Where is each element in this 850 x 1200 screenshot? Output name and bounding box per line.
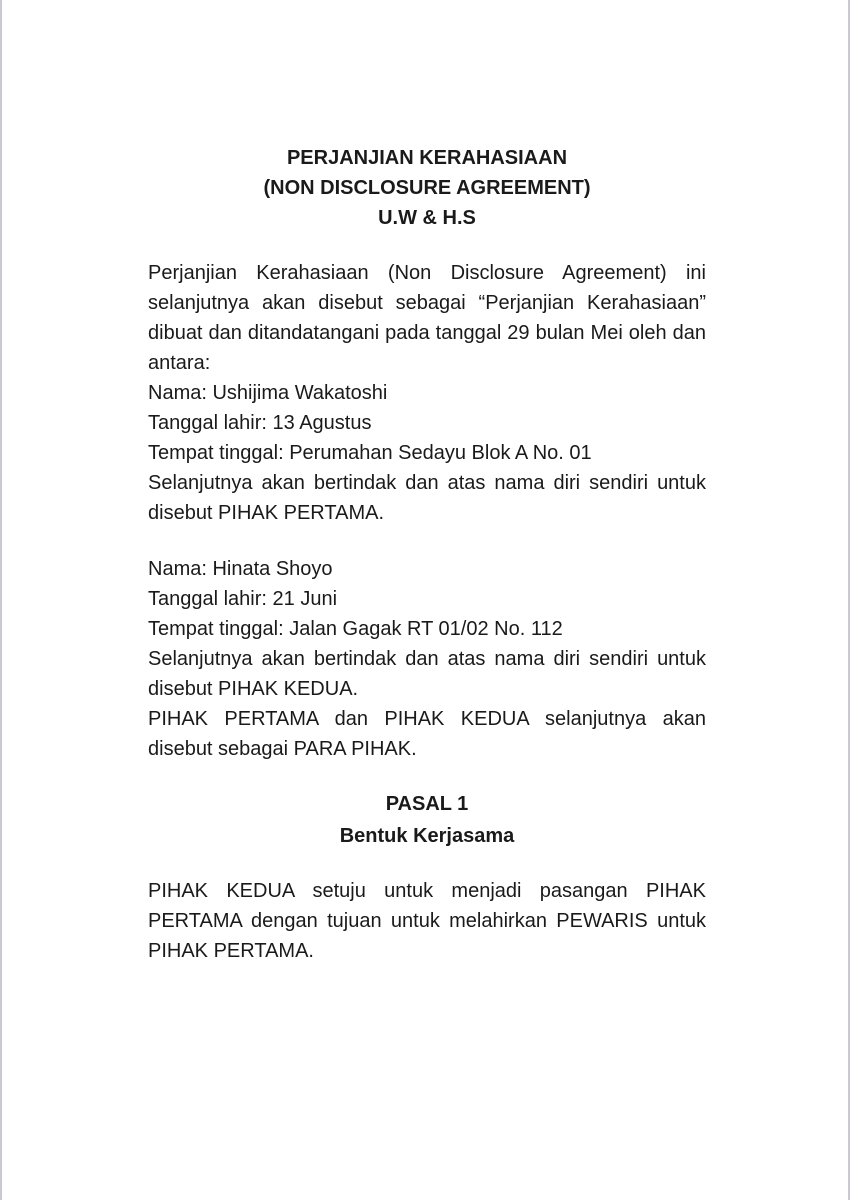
article-1-body bbox=[148, 876, 706, 966]
party2-name: Nama: Hinata Shoyo bbox=[148, 558, 333, 580]
article-1-text: PIHAK KEDUA setuju untuk menjadi pasangan PIHAK PERTAMA dengan tujuan untuk melahirkan PEWARIS untuk PIHAK PERTAMA. bbox=[148, 880, 706, 962]
document-title bbox=[2, 143, 850, 233]
party1-address: Tempat tinggal: Perumahan Sedayu Blok A No. 01 bbox=[148, 442, 592, 464]
party-two-section bbox=[148, 554, 706, 764]
title-line-3: U.W & H.S bbox=[378, 207, 476, 229]
parties-note: PIHAK PERTAMA dan PIHAK KEDUA selanjutnya akan disebut sebagai PARA PIHAK. bbox=[148, 708, 706, 760]
party1-birthdate: Tanggal lahir: 13 Agustus bbox=[148, 412, 372, 434]
party2-address: Tempat tinggal: Jalan Gagak RT 01/02 No. 112 bbox=[148, 618, 563, 640]
intro-paragraph: Perjanjian Kerahasiaan (Non Disclosure Agreement) ini selanjutnya akan disebut sebagai “Perjanjian Kerahasiaan” dibuat dan ditandatangani pada tanggal 29 bulan Mei oleh dan antara: bbox=[148, 262, 706, 374]
article-1-heading: PASAL 1 bbox=[385, 793, 469, 815]
party-one-section bbox=[148, 258, 706, 528]
article-1-heading-block bbox=[2, 788, 850, 852]
party2-birthdate: Tanggal lahir: 21 Juni bbox=[148, 588, 338, 610]
party1-role: Selanjutnya akan bertindak dan atas nama diri sendiri untuk disebut PIHAK PERTAMA. bbox=[148, 472, 706, 524]
article-1-subheading: Bentuk Kerjasama bbox=[339, 825, 515, 847]
title-line-1: PERJANJIAN KERAHASIAAN bbox=[286, 147, 568, 169]
party2-role: Selanjutnya akan bertindak dan atas nama diri sendiri untuk disebut PIHAK KEDUA. bbox=[148, 648, 706, 700]
title-line-2: (NON DISCLOSURE AGREEMENT) bbox=[263, 177, 591, 199]
party1-name: Nama: Ushijima Wakatoshi bbox=[148, 382, 388, 404]
